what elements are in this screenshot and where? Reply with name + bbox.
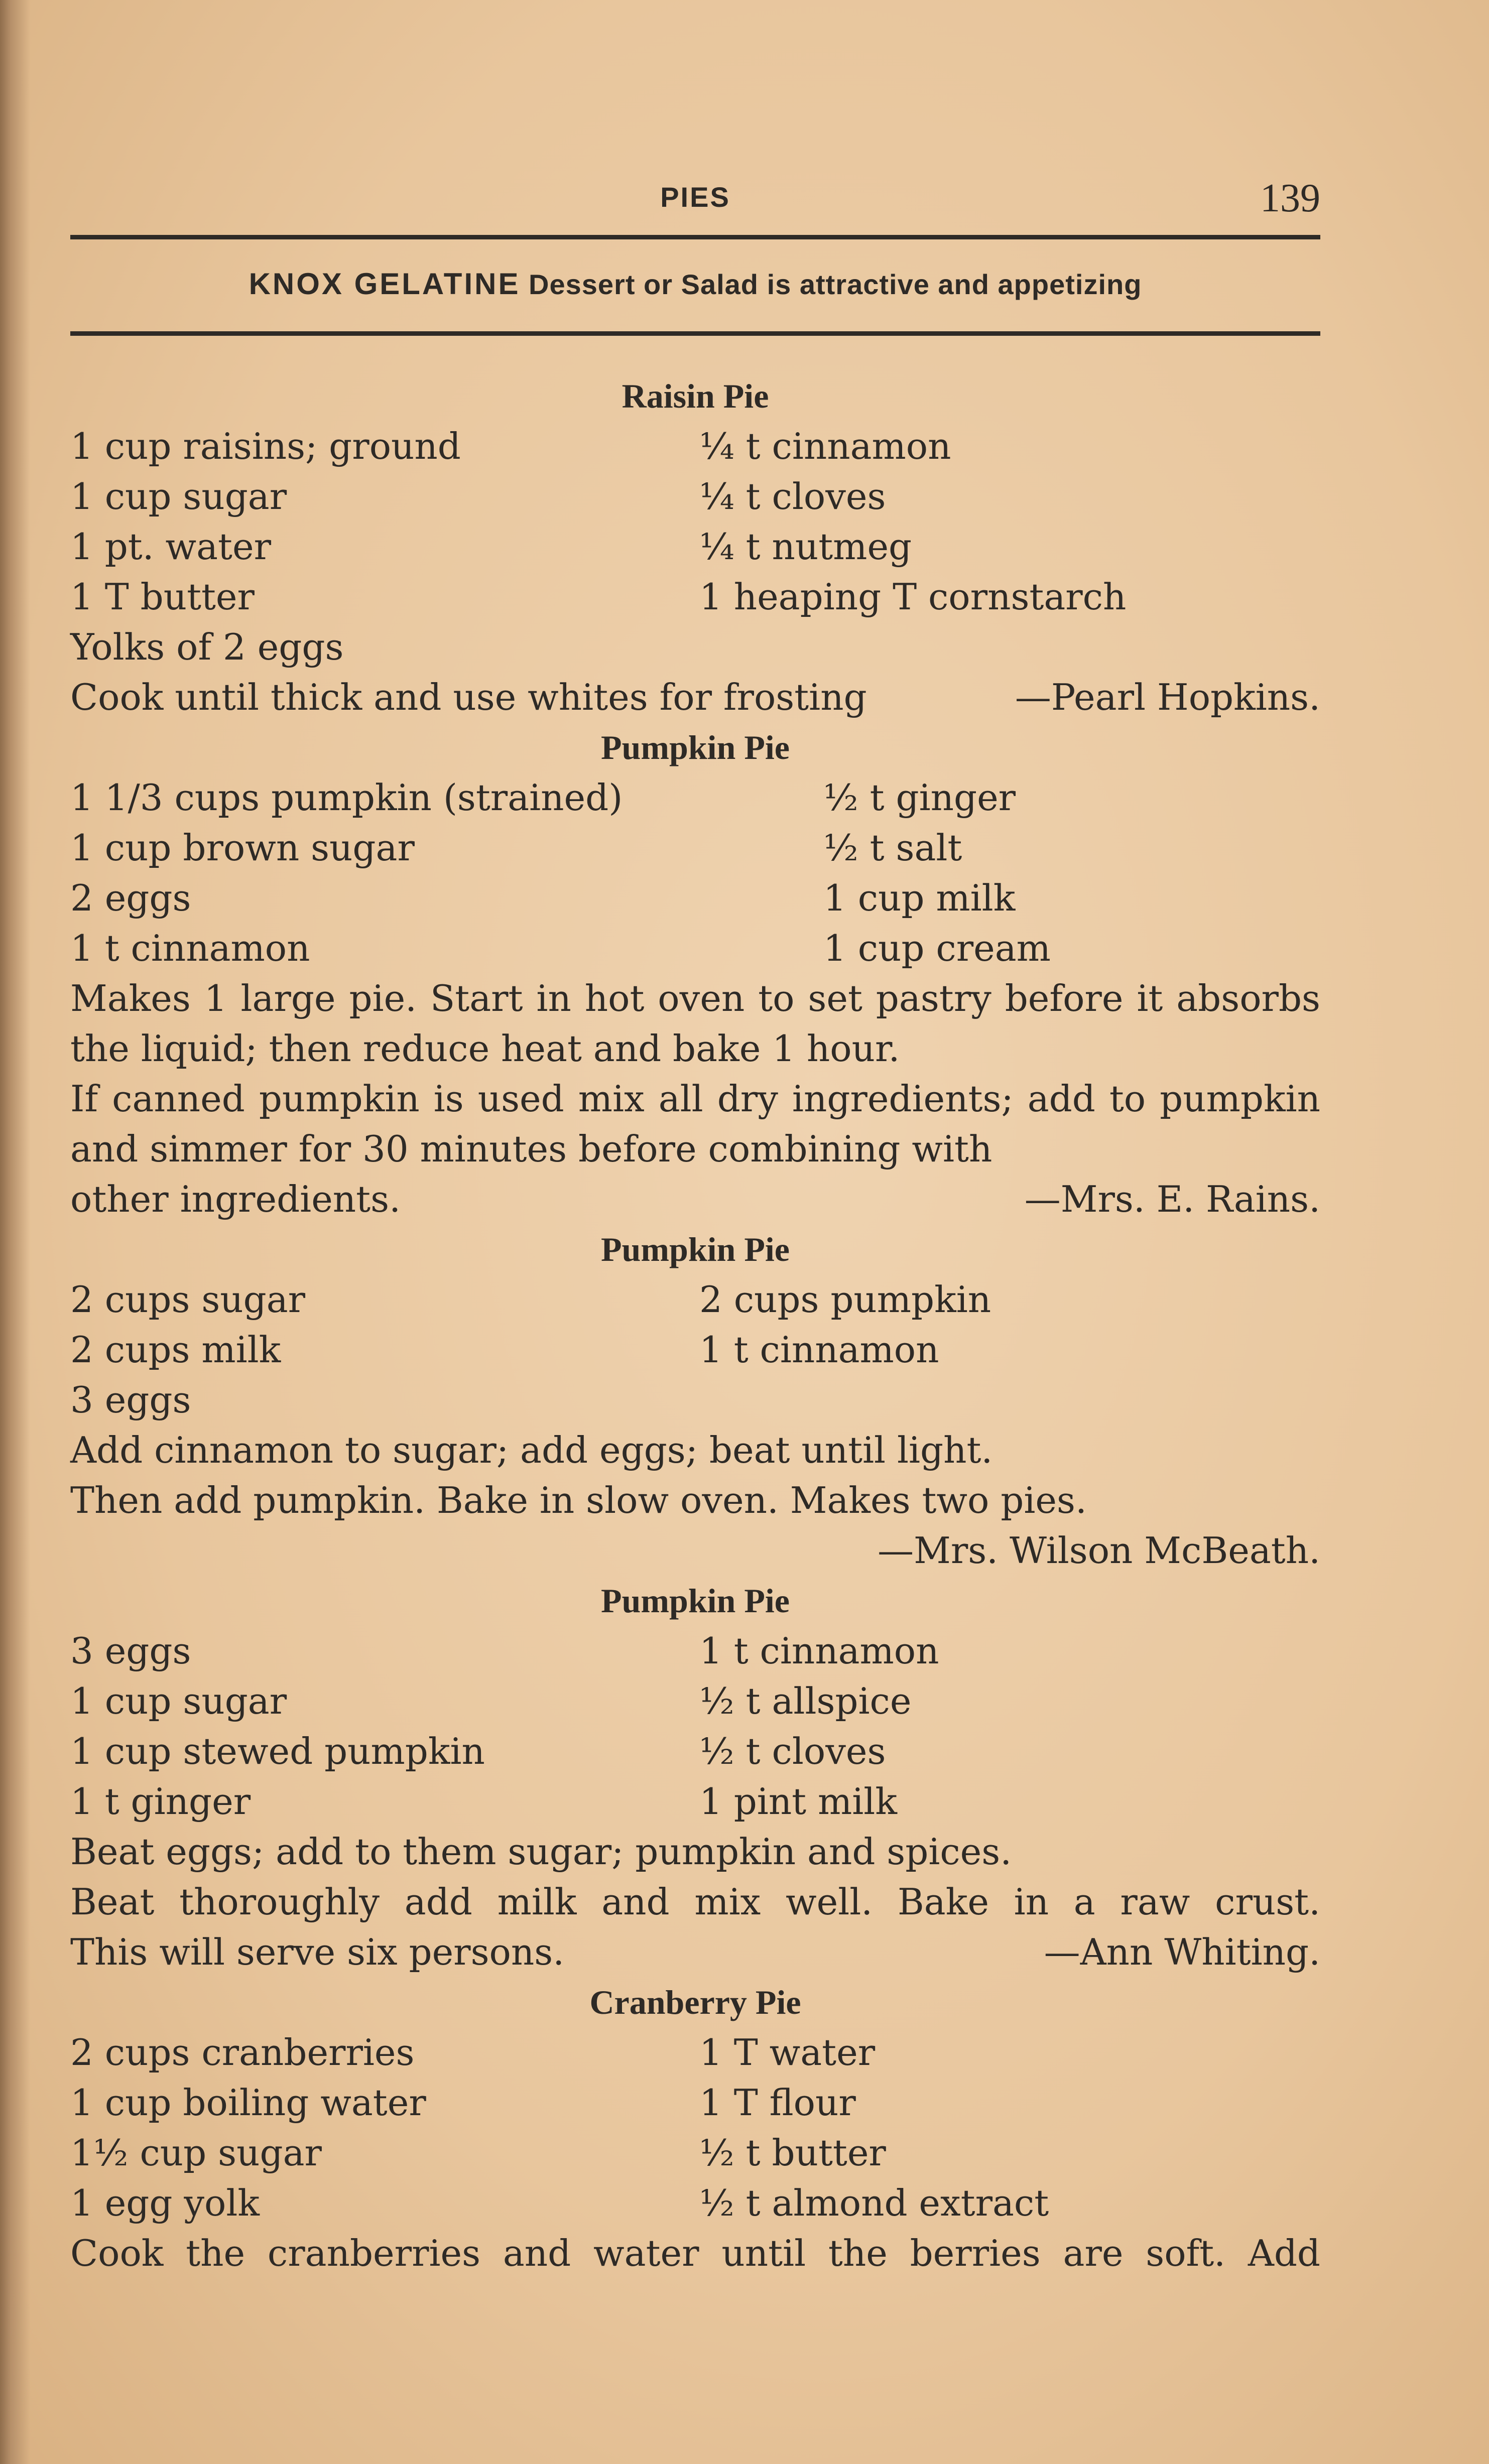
page-number: 139 [1260,176,1320,220]
ingredient-right: ½ t cloves [699,1730,886,1772]
recipe-title: Raisin Pie [622,377,769,415]
ingredient-right: 1 T flour [699,2082,856,2124]
ingredient-left: 3 eggs [70,1379,191,1421]
ingredient-row [70,572,1320,622]
ingredient-row [70,2128,1320,2178]
ingredient-left: 1 t cinnamon [70,927,310,969]
ingredient-left: 1 cup sugar [70,475,287,517]
book-spine-shadow [0,0,30,2464]
ingredient-row [70,823,1320,873]
direction-paragraph: Beat thoroughly add milk and mix well. Bake in a raw crust. [70,1881,1320,1923]
direction-text: Cook until thick and use whites for frosting [70,676,867,718]
ingredient-row [70,1325,1320,1375]
ingredient-right: ½ t ginger [823,776,1016,819]
recipe-author: —Pearl Hopkins. [1015,676,1320,718]
ingredient-left: 1 pt. water [70,526,272,568]
ingredient-left: 2 eggs [70,877,191,919]
section-title: PIES [660,181,730,213]
direction-paragraph: Cook the cranberries and water until the berries are soft. Add [70,2232,1320,2274]
ingredient-right: ¼ t nutmeg [699,526,912,568]
ingredient-right: ¼ t cinnamon [699,425,951,467]
recipe-list [70,371,1320,2278]
ingredient-left: 2 cups milk [70,1329,281,1371]
ingredient-left: 1 cup sugar [70,1680,287,1722]
ad-brand: KNOX GELATINE [249,267,521,301]
ingredient-right: 2 cups pumpkin [699,1278,991,1321]
direction-paragraph: Beat eggs; add to them sugar; pumpkin and spices. [70,1831,1012,1873]
ingredient-right: ½ t almond extract [699,2182,1049,2224]
direction-text: other ingredients. [70,1178,401,1220]
ingredient-right: 1 t cinnamon [699,1329,939,1371]
recipe-title: Pumpkin Pie [601,1582,790,1620]
ingredient-row [70,1626,1320,1676]
direction-paragraph: Makes 1 large pie. Start in hot oven to set pastry before it absorbs the liquid; then reduce heat and bake 1 hour. [70,977,1320,1070]
ingredient-right: ½ t salt [823,827,962,869]
ingredient-row [70,923,1320,973]
recipe-author: —Ann Whiting. [1044,1931,1320,1973]
direction-paragraph: If canned pumpkin is used mix all dry ingredients; add to pumpkin and simmer for 30 minutes before combining with [70,1078,1320,1170]
ingredient-left: 1 cup brown sugar [70,827,415,869]
ingredient-left: 1 t ginger [70,1780,251,1823]
ingredient-row [70,1726,1320,1776]
ingredient-left: 2 cups cranberries [70,2031,415,2073]
ingredient-left: 1 cup raisins; ground [70,425,461,467]
ingredient-left: 2 cups sugar [70,1278,306,1321]
direction-paragraph: Add cinnamon to sugar; add eggs; beat until light. [70,1429,993,1471]
direction-with-credit [70,1174,1320,1224]
recipe-title: Cranberry Pie [589,1983,801,2021]
ingredient-right: 1 T water [699,2031,876,2073]
ingredient-right: ¼ t cloves [699,475,886,517]
recipe-title: Pumpkin Pie [601,1230,790,1268]
top-rule [70,235,1320,239]
ingredient-left: 1 cup boiling water [70,2082,426,2124]
ingredient-row [70,2078,1320,2128]
ingredient-row [70,522,1320,572]
direction-paragraph: Then add pumpkin. Bake in slow oven. Makes two pies. [70,1479,1087,1521]
ingredient-left: 1 1/3 cups pumpkin (strained) [70,776,623,819]
recipe-author: —Mrs. E. Rains. [1024,1178,1320,1220]
ingredient-row [70,1274,1320,1325]
running-head [70,166,1320,220]
ingredient-right: 1 heaping T cornstarch [699,576,1127,618]
ingredient-row [70,622,1320,672]
recipe-title: Pumpkin Pie [601,728,790,766]
ingredient-left: 1½ cup sugar [70,2132,322,2174]
direction-text: This will serve six persons. [70,1931,565,1973]
bottom-rule [70,331,1320,336]
ingredient-row [70,421,1320,471]
ingredient-right: 1 cup milk [823,877,1016,919]
ingredient-right: ½ t butter [699,2132,886,2174]
ingredient-right: 1 pint milk [699,1780,897,1823]
ad-text: Dessert or Salad is attractive and appetizing [529,269,1142,300]
ingredient-left: 1 egg yolk [70,2182,260,2224]
recipe-author: —Mrs. Wilson McBeath. [878,1529,1320,1572]
direction-with-credit [70,672,1320,722]
ingredient-row [70,772,1320,823]
ingredient-row [70,2178,1320,2228]
book-page [70,166,1320,2278]
ingredient-row [70,1375,1320,1425]
ingredient-right: ½ t allspice [699,1680,912,1722]
ingredient-row [70,471,1320,522]
ingredient-row [70,1676,1320,1726]
ingredient-row [70,873,1320,923]
ingredient-left: Yolks of 2 eggs [70,626,344,668]
ingredient-right: 1 cup cream [823,927,1051,969]
ingredient-row [70,2027,1320,2078]
ingredient-left: 1 T butter [70,576,255,618]
direction-with-credit [70,1927,1320,1977]
ingredient-row [70,1776,1320,1827]
ingredient-left: 1 cup stewed pumpkin [70,1730,485,1772]
advertisement-line [70,267,1320,301]
ingredient-left: 3 eggs [70,1630,191,1672]
ingredient-right: 1 t cinnamon [699,1630,939,1672]
